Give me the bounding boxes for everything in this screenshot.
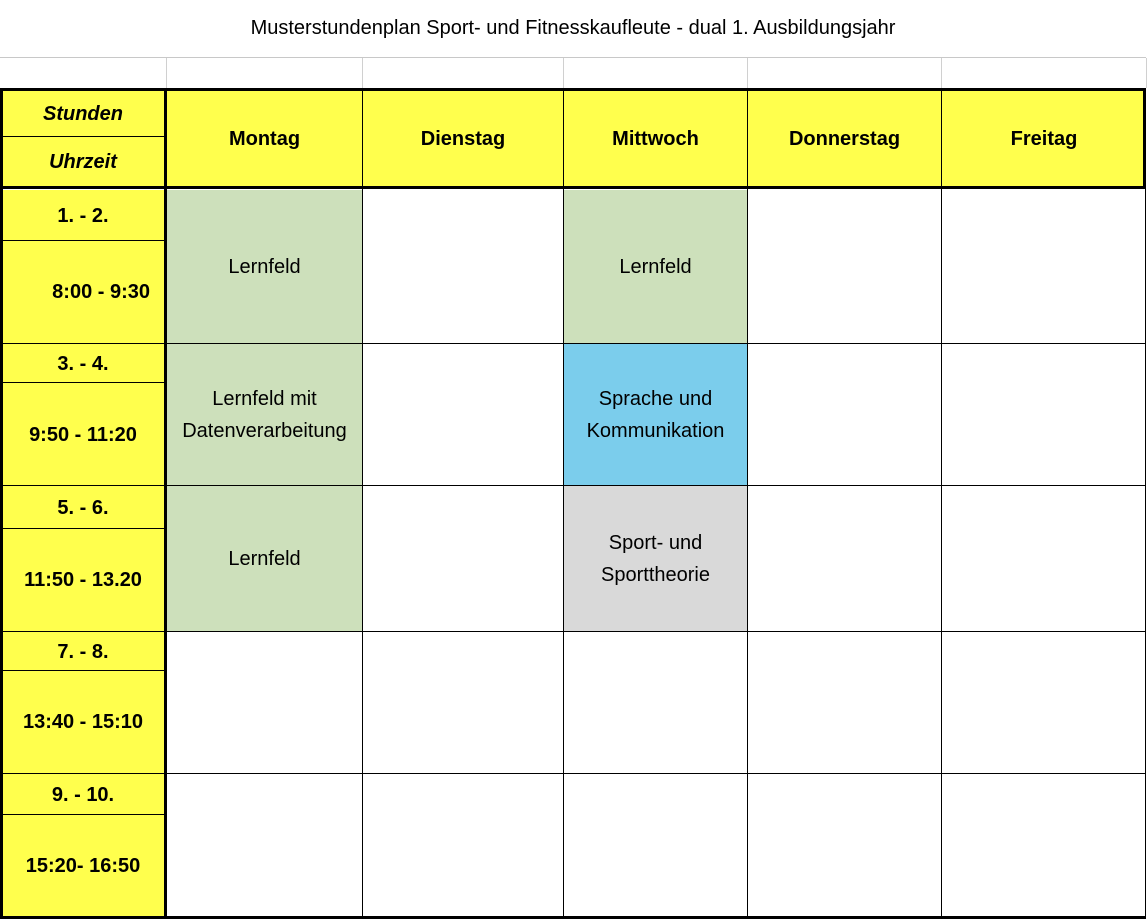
period-label: 1. - 2.	[0, 190, 166, 241]
blank-row-cell	[748, 58, 942, 88]
table-border	[0, 88, 1146, 91]
lesson-cell: Lernfeld	[564, 190, 747, 343]
grid-line	[0, 240, 166, 241]
time-label: 8:00 - 9:30	[0, 241, 166, 343]
grid-line	[0, 485, 1146, 486]
header-day-dienstag: Dienstag	[363, 91, 563, 187]
table-border	[0, 916, 1146, 919]
grid-line	[0, 343, 1146, 344]
lesson-cell	[363, 774, 563, 917]
lesson-cell	[942, 774, 1146, 917]
time-label: 11:50 - 13.20	[0, 529, 166, 631]
blank-row-cell	[363, 58, 564, 88]
grid-line	[0, 631, 1146, 632]
period-label: 7. - 8.	[0, 632, 166, 671]
table-border	[0, 186, 1146, 189]
grid-line	[563, 91, 564, 917]
table-border	[164, 88, 167, 919]
period-label: 9. - 10.	[0, 774, 166, 815]
grid-line	[0, 382, 166, 383]
table-border	[0, 88, 3, 919]
grid-line	[0, 773, 1146, 774]
lesson-cell	[564, 632, 747, 773]
lesson-cell	[363, 486, 563, 631]
lesson-cell: Sport- und Sporttheorie	[564, 486, 747, 631]
grid-line	[0, 136, 166, 137]
lesson-cell	[363, 632, 563, 773]
lesson-cell	[942, 344, 1146, 485]
lesson-cell	[748, 486, 941, 631]
lesson-cell	[564, 774, 747, 917]
time-label: 13:40 - 15:10	[0, 671, 166, 773]
lesson-cell	[748, 344, 941, 485]
grid-line	[0, 670, 166, 671]
lesson-cell	[363, 190, 563, 343]
lesson-cell	[748, 190, 941, 343]
period-label: 3. - 4.	[0, 344, 166, 383]
lesson-cell	[748, 774, 941, 917]
lesson-cell	[942, 632, 1146, 773]
time-label: 15:20- 16:50	[0, 815, 166, 917]
lesson-cell	[167, 774, 362, 917]
grid-line	[362, 91, 363, 917]
lesson-cell	[748, 632, 941, 773]
grid-line	[0, 528, 166, 529]
lesson-cell: Lernfeld	[167, 190, 362, 343]
table-border	[1145, 189, 1146, 917]
blank-row-cell	[0, 58, 167, 88]
blank-row-cell	[167, 58, 363, 88]
header-day-freitag: Freitag	[942, 91, 1146, 187]
lesson-cell	[363, 344, 563, 485]
page-title: Musterstundenplan Sport- und Fitnesskaufleute - dual 1. Ausbildungsjahr	[0, 0, 1146, 58]
lesson-cell	[167, 632, 362, 773]
grid-line	[747, 91, 748, 917]
table-border	[1143, 88, 1146, 189]
header-uhrzeit: Uhrzeit	[0, 137, 166, 187]
header-stunden: Stunden	[0, 91, 166, 137]
lesson-cell: Lernfeld mit Datenverarbeitung	[167, 344, 362, 485]
grid-line	[941, 91, 942, 917]
blank-row-cell	[942, 58, 1147, 88]
lesson-cell	[942, 190, 1146, 343]
header-day-mittwoch: Mittwoch	[564, 91, 747, 187]
lesson-cell: Lernfeld	[167, 486, 362, 631]
grid-line	[0, 814, 166, 815]
period-label: 5. - 6.	[0, 486, 166, 529]
blank-row-cell	[564, 58, 748, 88]
time-label: 9:50 - 11:20	[0, 383, 166, 485]
header-day-donnerstag: Donnerstag	[748, 91, 941, 187]
lesson-cell: Sprache und Kommunikation	[564, 344, 747, 485]
lesson-cell	[942, 486, 1146, 631]
header-day-montag: Montag	[167, 91, 362, 187]
